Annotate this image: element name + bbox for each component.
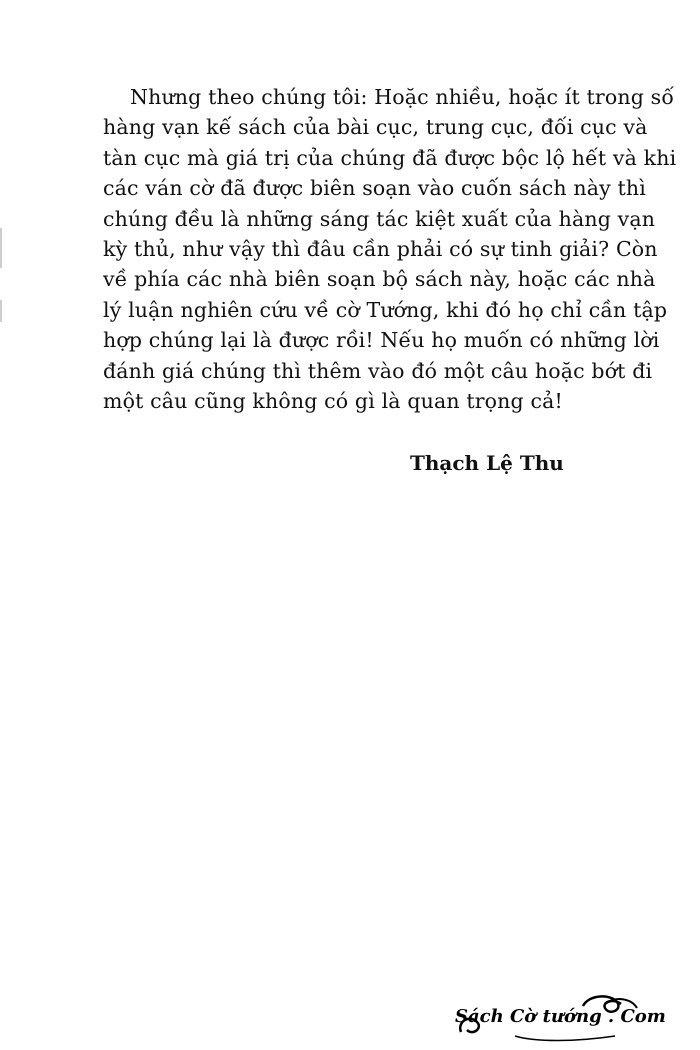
paragraph-line: hợp chúng lại là được rồi! Nếu họ muốn có những lời	[103, 328, 660, 353]
author-signature: Thạch Lệ Thu	[410, 451, 564, 475]
scan-edge-mark	[0, 228, 2, 268]
paragraph-line: kỳ thủ, như vậy thì đâu cần phải có sự tinh giải? Còn	[103, 236, 658, 261]
watermark-text: Sách Cờ tướng . Com	[455, 1006, 666, 1027]
paragraph-line: hàng vạn kế sách của bài cục, trung cục, đối cục và	[103, 115, 648, 140]
paragraph-line: tàn cục mà giá trị của chúng đã được bộc lộ hết và khi	[103, 145, 677, 170]
scan-edge-mark	[0, 300, 2, 322]
body-paragraph	[103, 82, 677, 416]
paragraph-line: các ván cờ đã được biên soạn vào cuốn sách này thì	[103, 176, 646, 201]
paragraph-line: Nhưng theo chúng tôi: Hoặc nhiều, hoặc ít trong số	[130, 85, 675, 109]
site-watermark	[455, 992, 695, 1044]
paragraph-line: đánh giá chúng thì thêm vào đó một câu hoặc bớt đi	[103, 358, 653, 383]
paragraph-line: lý luận nghiên cứu về cờ Tướng, khi đó họ chỉ cần tập	[103, 297, 668, 322]
paragraph-line: về phía các nhà biên soạn bộ sách này, hoặc các nhà	[103, 267, 656, 292]
paragraph-line: chúng đều là những sáng tác kiệt xuất của hàng vạn	[103, 206, 656, 231]
paragraph-line: một câu cũng không có gì là quan trọng cả!	[103, 388, 563, 413]
